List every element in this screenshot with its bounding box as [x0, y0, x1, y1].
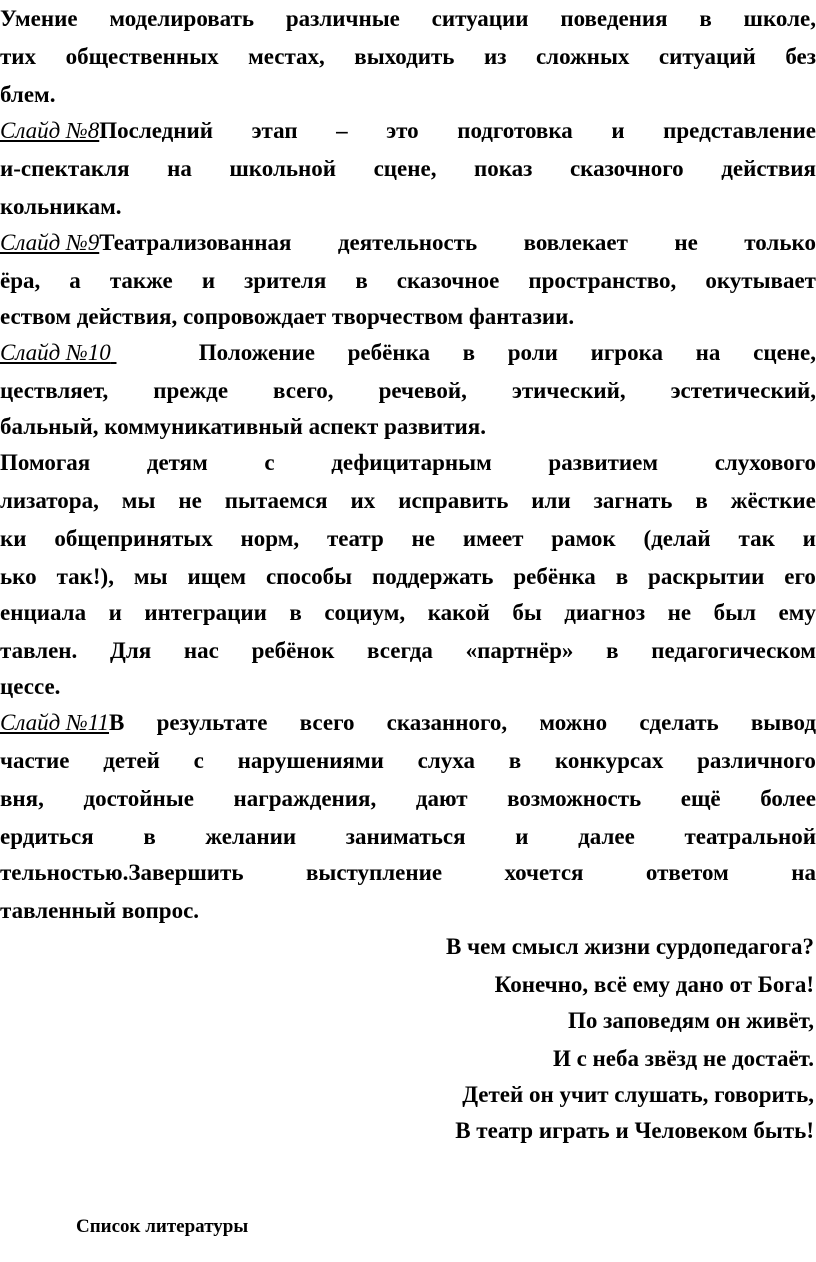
text-line [0, 668, 816, 706]
word: сцене, [753, 340, 816, 365]
word: тих [0, 44, 37, 69]
word: тельностью.Завершить [0, 860, 244, 885]
slide-line-lead [0, 112, 816, 150]
word: загнать [593, 488, 673, 513]
word: представление [663, 118, 816, 143]
text-run: блем. [0, 82, 56, 107]
word: раскрытии [648, 564, 765, 589]
slide-line-lead [0, 224, 816, 262]
word: также [109, 268, 173, 293]
word: – [336, 118, 348, 143]
word: так [738, 526, 775, 551]
word: мы [133, 564, 168, 589]
word: более [760, 786, 816, 811]
text-line [0, 150, 816, 188]
word: достойные [83, 786, 194, 811]
text-line [0, 742, 816, 780]
word: цествляет, [0, 378, 109, 403]
justified-text [0, 780, 816, 818]
word: Для [110, 638, 152, 663]
word: окутывает [705, 268, 816, 293]
word: этический, [511, 378, 626, 403]
word: Умение [0, 6, 78, 31]
word: слухового [714, 450, 816, 475]
word: пространство, [528, 268, 677, 293]
word: роли [507, 340, 558, 365]
word: ему [778, 600, 816, 625]
word: и-спектакля [0, 156, 130, 181]
word: какой [427, 600, 490, 625]
text-line [0, 818, 816, 856]
word: сказочное [396, 268, 500, 293]
slide-label: Слайд №8 [0, 118, 100, 143]
word: в [462, 340, 476, 365]
text-line [0, 704, 816, 742]
word: эстетический, [670, 378, 816, 403]
justified-text [0, 558, 816, 596]
word: только [744, 230, 816, 255]
word: награждения, [233, 786, 377, 811]
word: ситуаций [658, 44, 756, 69]
word: ещё [680, 786, 721, 811]
word: бы [512, 600, 542, 625]
text-line [0, 188, 816, 226]
text-line [0, 298, 816, 336]
word: в [695, 488, 708, 513]
justified-text [0, 818, 816, 856]
text-line [0, 0, 816, 38]
word: норм, [240, 526, 300, 551]
word: детям [146, 450, 208, 475]
word: школе, [743, 6, 816, 31]
word: хочется [504, 860, 584, 885]
word: сцене, [373, 156, 437, 181]
justified-text [0, 520, 816, 558]
poem-line: И с неба звёзд не достаёт. [552, 1046, 814, 1071]
text-line [0, 594, 816, 632]
word: на [167, 156, 192, 181]
word: без [785, 44, 816, 69]
text-run: цессе. [0, 674, 61, 699]
word: рамок [551, 526, 616, 551]
justified-text [0, 594, 816, 632]
word: вня, [0, 786, 44, 811]
word: ребёнка [513, 564, 596, 589]
text-line [0, 408, 816, 446]
word: из [483, 44, 507, 69]
word: его [784, 564, 816, 589]
word: не [667, 600, 692, 625]
text-line [0, 262, 816, 300]
text-line [0, 632, 816, 670]
word: общепринятых [54, 526, 213, 551]
text-line [0, 444, 816, 482]
slide-label: Слайд №9 [0, 230, 100, 255]
word: выступление [305, 860, 443, 885]
word: (делай [643, 526, 711, 551]
word: прежде [153, 378, 229, 403]
word: вывод [750, 710, 816, 735]
word: на [791, 860, 816, 885]
justified-text [109, 704, 816, 742]
word: подготовка [457, 118, 573, 143]
word: Помогая [0, 450, 91, 475]
word: «партнёр» [465, 638, 574, 663]
word: ситуации [431, 6, 529, 31]
poem-line: В чем смысл жизни сурдопедагога? [446, 934, 814, 959]
slide-line-lead [0, 704, 816, 742]
word: интеграции [144, 600, 267, 625]
word: имеет [462, 526, 524, 551]
justified-text [0, 38, 816, 76]
word: в [508, 748, 522, 773]
word: Положение [198, 340, 315, 365]
word: мы [121, 488, 156, 513]
text-run: бальный, коммуникативный аспект развития. [0, 414, 486, 439]
text-line [0, 112, 816, 150]
word: всего, [273, 378, 334, 403]
word: способы [265, 564, 353, 589]
word: в [289, 600, 302, 625]
word: не [178, 488, 202, 513]
justified-text [0, 150, 816, 188]
justified-text [0, 632, 816, 670]
word: так!), [56, 564, 114, 589]
word: детей [103, 748, 160, 773]
word: лизатора, [0, 488, 99, 513]
justified-text [0, 742, 816, 780]
word: поведения [560, 6, 668, 31]
word: зрителя [244, 268, 327, 293]
word: можно [539, 710, 608, 735]
word: ько [0, 564, 37, 589]
word: в [355, 268, 368, 293]
poem-line: По заповедям он живёт, [568, 1008, 814, 1033]
word: в [699, 6, 712, 31]
justified-text [0, 482, 816, 520]
justified-text [99, 112, 816, 150]
word: всегда [367, 638, 433, 663]
word: в [143, 824, 156, 849]
text-line [0, 892, 816, 930]
justified-text [199, 334, 816, 372]
justified-text [0, 262, 816, 300]
word: тавлен. [0, 638, 78, 663]
word: поддержать [372, 564, 494, 589]
word: или [531, 488, 571, 513]
word: ёра, [0, 268, 41, 293]
word: и [802, 526, 816, 551]
text-line [0, 558, 816, 596]
slide-label: Слайд №10 [0, 340, 111, 365]
word: исправить [398, 488, 509, 513]
word: этап [251, 118, 298, 143]
poem-line: Конечно, всё ему дано от Бога! [494, 972, 814, 997]
word: далее [578, 824, 635, 849]
word: сказочного [569, 156, 684, 181]
justified-text [99, 224, 816, 262]
word: ребёнок [251, 638, 335, 663]
word: жёсткие [730, 488, 816, 513]
word: конкурсах [554, 748, 664, 773]
word: развитием [548, 450, 659, 475]
poem-line: Детей он учит слушать, говорить, [462, 1082, 814, 1107]
word: енциала [0, 600, 87, 625]
word: желании [205, 824, 297, 849]
word: игрока [590, 340, 663, 365]
word: выходить [354, 44, 455, 69]
text-run: кольникам. [0, 194, 122, 219]
text-run: тавленный вопрос. [0, 898, 200, 923]
word: деятельность [337, 230, 478, 255]
word: дают [415, 786, 468, 811]
word: педагогическом [651, 638, 816, 663]
word: был [713, 600, 756, 625]
word: не [674, 230, 698, 255]
word: возможность [507, 786, 642, 811]
text-line [0, 520, 816, 558]
poem-line: В театр играть и Человеком быть! [455, 1118, 814, 1143]
word: и [108, 600, 122, 625]
word: на [695, 340, 721, 365]
word: и [611, 118, 625, 143]
word: их [350, 488, 376, 513]
word: общественных [65, 44, 219, 69]
references-heading: Список литературы [76, 1216, 249, 1237]
justified-text [0, 444, 816, 482]
text-line [0, 780, 816, 818]
text-line [0, 76, 816, 114]
justified-text [0, 372, 816, 410]
word: школьной [229, 156, 337, 181]
word: это [386, 118, 419, 143]
word: сделать [639, 710, 719, 735]
word: пытаемся [224, 488, 328, 513]
word: слуха [417, 748, 475, 773]
word: местах, [248, 44, 325, 69]
word: в [606, 638, 619, 663]
text-run: еством действия, сопровождает творчеством фантазии. [0, 304, 575, 329]
word: ердиться [0, 824, 94, 849]
word: театральной [684, 824, 816, 849]
word: с [193, 748, 204, 773]
word: не [411, 526, 436, 551]
text-line [0, 854, 816, 892]
word: а [69, 268, 81, 293]
word: Последний [99, 118, 214, 143]
word: диагноз [564, 600, 646, 625]
word: В [109, 710, 125, 735]
word: Театрализованная [99, 230, 292, 255]
word: речевой, [378, 378, 467, 403]
text-line [0, 482, 816, 520]
word: ищем [187, 564, 247, 589]
word: всего [299, 710, 355, 735]
word: различного [697, 748, 816, 773]
word: сказанного, [386, 710, 508, 735]
text-line [0, 38, 816, 76]
slide-line-lead [0, 334, 199, 372]
word: различные [285, 6, 400, 31]
word: и [201, 268, 216, 293]
justified-text [0, 854, 816, 892]
word: показ [474, 156, 533, 181]
text-line [0, 224, 816, 262]
word: ответом [645, 860, 729, 885]
word: моделировать [109, 6, 255, 31]
word: в [615, 564, 629, 589]
word: с [264, 450, 275, 475]
text-line [0, 372, 816, 410]
word: результате [156, 710, 268, 735]
word: театр [326, 526, 384, 551]
word: ребёнка [347, 340, 430, 365]
word: сложных [535, 44, 630, 69]
word: нас [183, 638, 219, 663]
word: действия [721, 156, 816, 181]
word: дефицитарным [331, 450, 492, 475]
word: частие [0, 748, 70, 773]
word: вовлекает [523, 230, 628, 255]
word: заниматься [345, 824, 466, 849]
underline-gap [111, 334, 199, 372]
word: нарушениями [237, 748, 384, 773]
text-line [0, 334, 816, 372]
word: социум, [324, 600, 406, 625]
word: ки [0, 526, 27, 551]
word: и [515, 824, 529, 849]
slide-label: Слайд №11 [0, 710, 110, 735]
justified-text [0, 0, 816, 38]
